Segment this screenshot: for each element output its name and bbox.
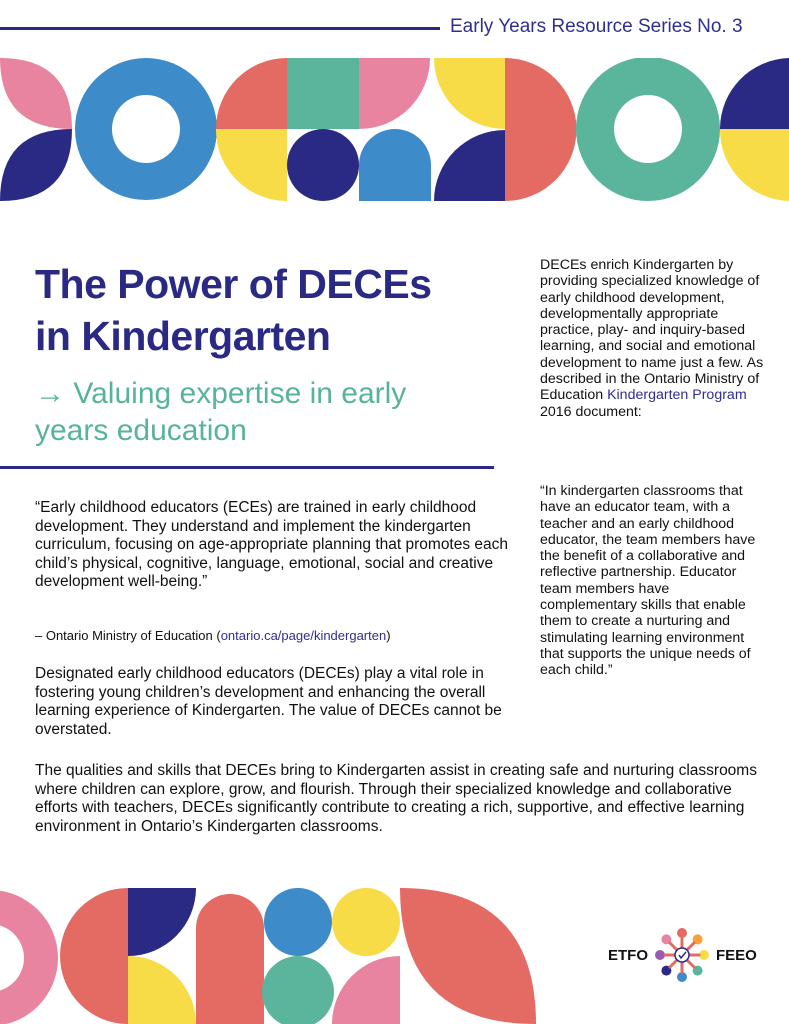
pink-quarter-shape <box>359 58 430 129</box>
teal-square-shape <box>287 58 359 129</box>
yellow-quarter-shape <box>216 129 287 201</box>
sidebar-intro <box>540 257 765 420</box>
teal-circle-shape <box>262 956 334 1024</box>
pink-quarter-shape <box>332 956 400 1024</box>
coral-quarter-shape <box>216 58 287 129</box>
ministry-quote: “Early childhood educators (ECEs) are trained in early childhood development. They understand and implement the kindergarten curriculum, focusing on age-appropriate planning that promotes each child’s physical, cognitive, language, emotional, social and creative development well-being.” <box>35 499 509 590</box>
yellow-circle-shape <box>332 888 400 956</box>
pink-leaf-shape <box>0 58 72 129</box>
title-line-2: in Kindergarten <box>35 313 331 359</box>
quote-attribution <box>35 628 515 644</box>
top-decorative-band <box>0 58 789 201</box>
coral-half-circle-shape <box>505 58 577 201</box>
sidebar-after-link: 2016 document: <box>540 403 642 420</box>
ontario-link[interactable]: ontario.ca/page/kindergarten <box>220 628 387 643</box>
title-line-1: The Power of DECEs <box>35 261 432 307</box>
navy-quarter-shape <box>434 130 505 201</box>
kindergarten-program-link[interactable]: Kindergarten Program <box>607 387 747 404</box>
navy-leaf-shape <box>0 129 72 201</box>
title-rule <box>0 466 494 469</box>
subtitle-line-1: → Valuing expertise in early <box>35 377 407 410</box>
pink-ring-shape <box>0 890 58 1024</box>
etfo-logo <box>608 925 758 989</box>
blue-arch-shape <box>359 129 431 201</box>
sidebar-intro-text: DECEs enrich Kindergarten by providing specialized knowledge of early childhood development, developmentally appropriate practice, play- and inquiry-based learning, and social and emotional development to name just a few. As described in the Ontario Ministry of Education <box>540 257 764 404</box>
logo-mark-icon <box>652 925 712 985</box>
attribution-suffix: ) <box>386 628 391 643</box>
teal-ring-shape <box>576 58 720 201</box>
attribution-prefix: – Ontario Ministry of Education ( <box>35 628 221 643</box>
blue-ring-shape <box>75 58 217 200</box>
subtitle-line-2: years education <box>35 414 247 447</box>
sidebar-quote: “In kindergarten classrooms that have an educator team, with a teacher and an early childhood educator, the team members have the benefit of a collaborative and reflective partnership. Educator team members have complementary skills that enable them to create a nurturing and stimulating learning environment that supports the unique needs of each child.” <box>540 483 756 679</box>
body-paragraph-1: Designated early childhood educators (DECEs) play a vital role in fostering young children’s development and enhancing the overall learning experience of Kindergarten. The value of DECEs cannot be overstated. <box>35 665 502 738</box>
blue-circle-shape <box>264 888 332 956</box>
page-title <box>35 258 505 362</box>
yellow-quarter-shape <box>434 58 505 129</box>
logo-word-left: ETFO <box>608 947 648 964</box>
coral-leaf-shape <box>400 888 536 1024</box>
navy-quarter-shape <box>720 58 789 129</box>
navy-quarter-shape <box>128 888 196 956</box>
logo-word-right: FEEO <box>716 947 757 964</box>
yellow-quarter-shape <box>720 129 789 201</box>
page-subtitle <box>35 375 495 449</box>
yellow-quarter-shape <box>128 956 196 1024</box>
header-rule <box>0 27 440 30</box>
series-label: Early Years Resource Series No. 3 <box>450 16 743 37</box>
coral-arch-shape <box>196 894 264 1024</box>
body-paragraph-2: The qualities and skills that DECEs bring to Kindergarten assist in creating safe and nurturing classrooms where children can explore, grow, and flourish. Through their specialized knowledge and collaborative efforts with teachers, DECEs significantly contribute to creating a rich, supportive, and effective learning environment in Ontario’s Kindergarten classrooms. <box>35 762 757 835</box>
coral-half-circle-shape <box>60 888 128 1024</box>
navy-circle-shape <box>287 129 359 201</box>
